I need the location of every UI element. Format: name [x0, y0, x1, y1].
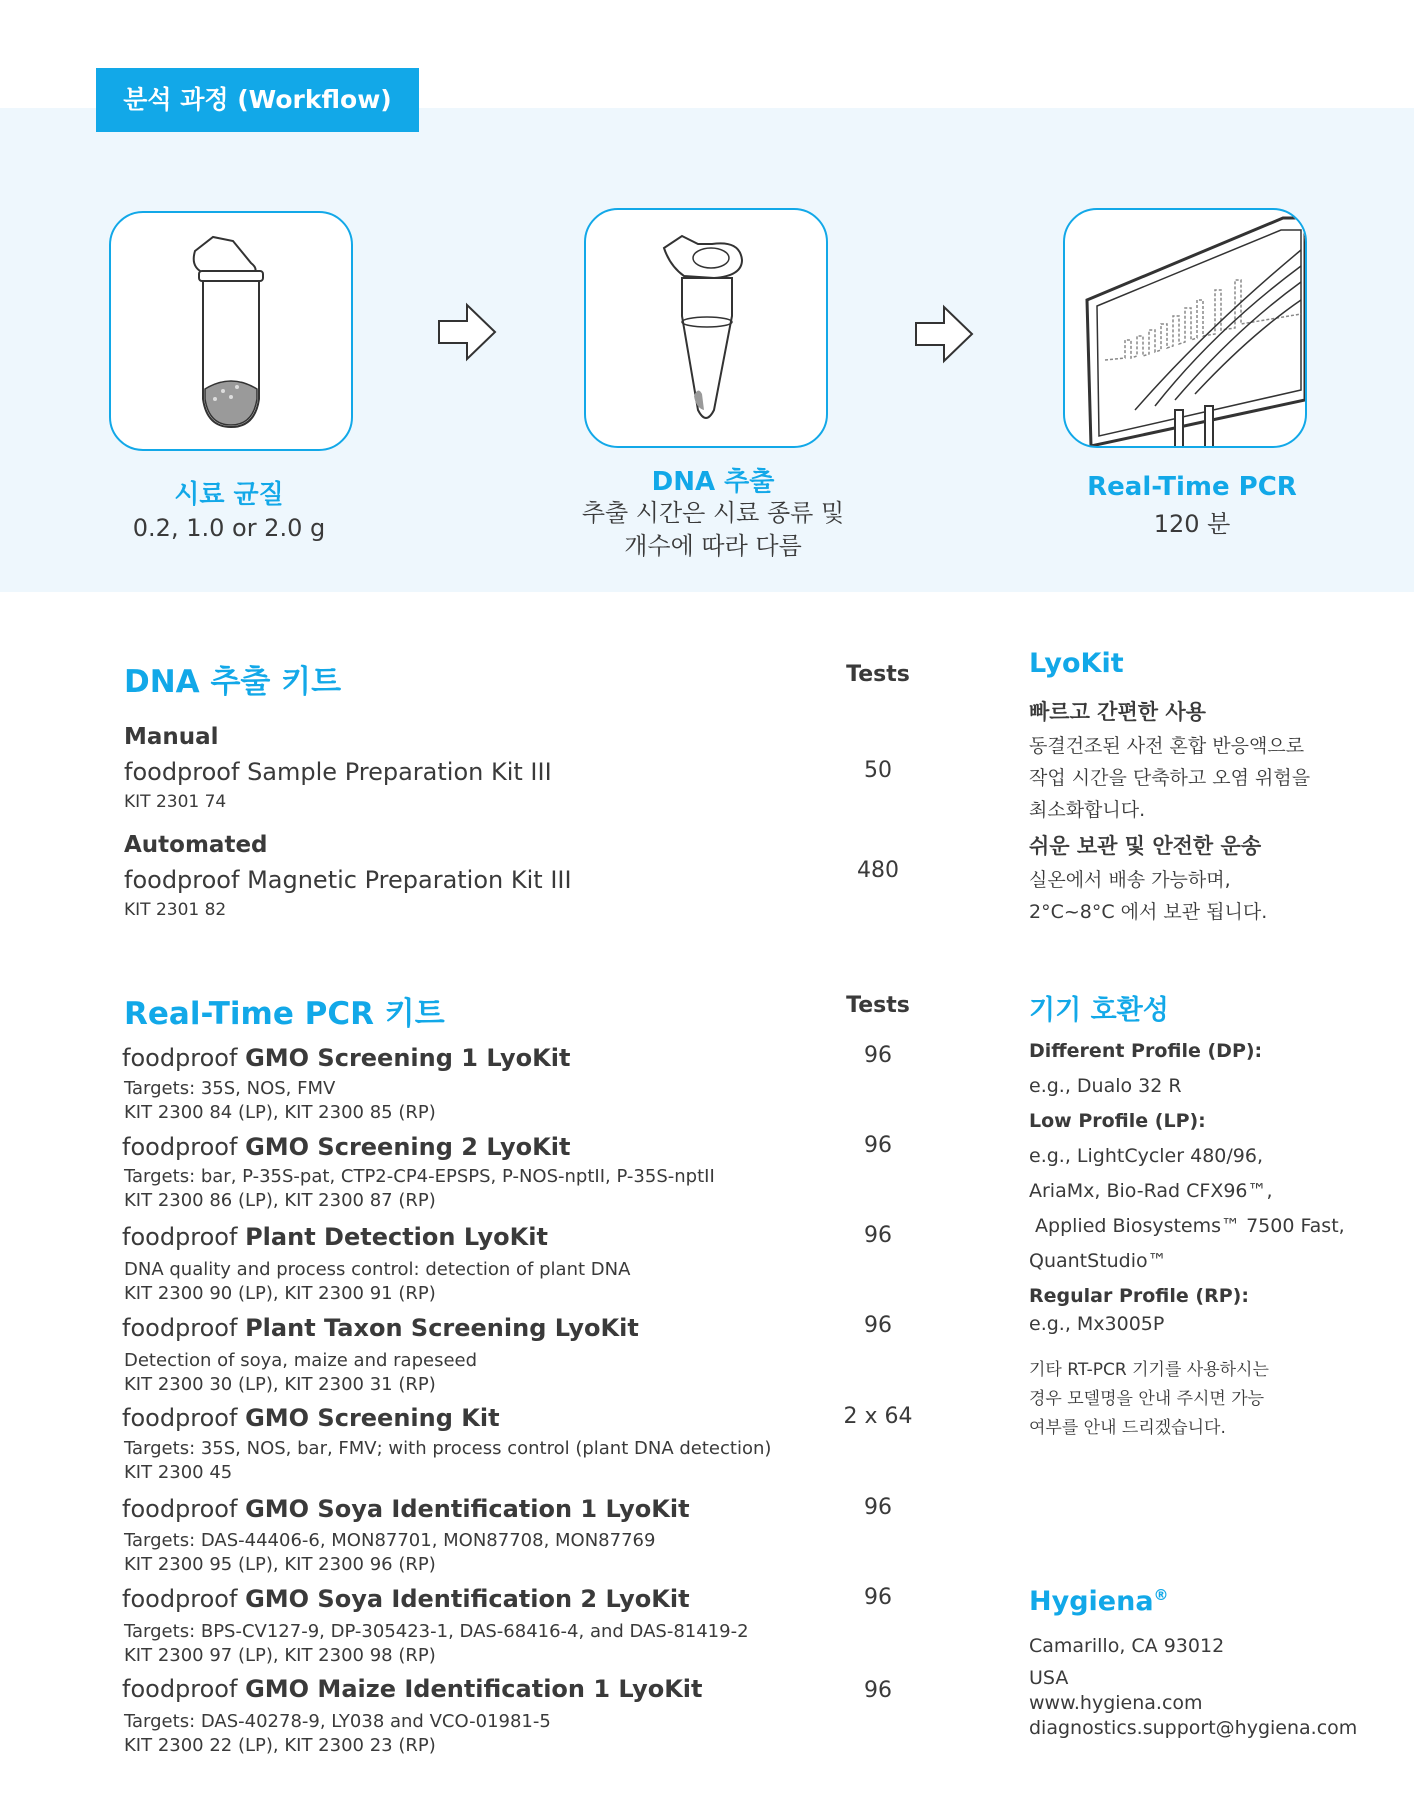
kit-group-label: Automated — [124, 832, 268, 858]
kit-product-name: foodproof Magnetic Preparation Kit III — [124, 866, 572, 894]
pcr-kit-detail: Detection of soya, maize and rapeseed — [124, 1350, 478, 1371]
lyokit-benefit-2: 쉬운 보관 및 안전한 운송 — [1029, 834, 1262, 858]
step-title-homogenize: 시료 균질 — [174, 480, 284, 510]
compat-lp-text: Applied Biosystems™ 7500 Fast, — [1029, 1215, 1345, 1237]
pcr-kit-detail: Targets: BPS-CV127-9, DP-305423-1, DAS-68416-4, and DAS-81419-2 — [124, 1621, 749, 1642]
pcr-kit-code: KIT 2300 84 (LP), KIT 2300 85 (RP) — [124, 1102, 436, 1123]
compat-lp-text: QuantStudio™ — [1029, 1250, 1167, 1272]
pcr-kit-detail: Targets: DAS-44406-6, MON87701, MON87708, MON87769 — [124, 1530, 656, 1551]
kit-tests: 50 — [864, 758, 892, 783]
pcr-kit-detail: DNA quality and process control: detection of plant DNA — [124, 1259, 631, 1280]
kit-code: KIT 2301 74 — [124, 792, 227, 812]
compat-note: 경우 모델명을 안내 주시면 가능 — [1029, 1389, 1265, 1409]
lyokit-text: 작업 시간을 단축하고 오염 위험을 — [1029, 767, 1311, 789]
pcr-kit-name: foodproof Plant Detection LyoKit — [122, 1223, 548, 1251]
kit-group-label: Manual — [124, 724, 219, 750]
step-card-extraction — [584, 208, 828, 448]
pcr-kit-tests: 96 — [864, 1133, 892, 1158]
pcr-instrument-icon — [1065, 210, 1305, 446]
company-address: Camarillo, CA 93012 — [1029, 1635, 1225, 1657]
kit-product-name: foodproof Sample Preparation Kit III — [124, 758, 552, 786]
step-title-extraction: DNA 추출 — [651, 467, 775, 497]
compat-dp-label: Different Profile (DP): — [1029, 1040, 1263, 1062]
compat-note: 여부를 안내 드리겠습니다. — [1029, 1418, 1226, 1438]
pcr-kit-detail: Targets: 35S, NOS, FMV — [124, 1078, 336, 1099]
lyokit-text: 실온에서 배송 가능하며, — [1029, 869, 1231, 891]
workflow-tag: 분석 과정 (Workflow) — [96, 68, 419, 132]
step-card-pcr — [1063, 208, 1307, 448]
lyokit-text: 최소화합니다. — [1029, 799, 1146, 821]
pcr-kit-code: KIT 2300 22 (LP), KIT 2300 23 (RP) — [124, 1735, 436, 1756]
pcr-kit-name: foodproof GMO Maize Identification 1 LyoKit — [122, 1675, 703, 1703]
arrow-right-icon — [437, 301, 499, 363]
company-country: USA — [1029, 1667, 1069, 1689]
kit-code: KIT 2301 82 — [124, 900, 227, 920]
step-card-homogenize — [109, 211, 353, 451]
pcr-kit-code: KIT 2300 86 (LP), KIT 2300 87 (RP) — [124, 1190, 436, 1211]
compat-rp-label: Regular Profile (RP): — [1029, 1285, 1249, 1307]
step-sub-pcr: 120 분 — [1153, 510, 1231, 538]
compat-note: 기타 RT-PCR 기기를 사용하시는 — [1029, 1360, 1269, 1380]
pcr-kit-tests: 96 — [864, 1585, 892, 1610]
pcr-kit-code: KIT 2300 45 — [124, 1462, 233, 1483]
compat-dp-text: e.g., Dualo 32 R — [1029, 1075, 1182, 1097]
pcr-kit-tests: 96 — [864, 1678, 892, 1703]
company-email-link[interactable]: diagnostics.support@hygiena.com — [1029, 1717, 1358, 1739]
compat-lp-text: AriaMx, Bio-Rad CFX96™, — [1029, 1180, 1273, 1202]
arrow-right-icon — [914, 303, 976, 365]
pcr-kit-name: foodproof GMO Screening 2 LyoKit — [122, 1133, 571, 1161]
pcr-kit-tests: 96 — [864, 1043, 892, 1068]
lyokit-text: 2°C~8°C 에서 보관 됩니다. — [1029, 901, 1268, 923]
company-website-link[interactable]: www.hygiena.com — [1029, 1692, 1203, 1714]
compat-lp-text: e.g., LightCycler 480/96, — [1029, 1145, 1263, 1167]
pcr-kit-detail: Targets: DAS-40278-9, LY038 and VCO-01981-5 — [124, 1711, 551, 1732]
lyokit-title: LyoKit — [1029, 648, 1124, 679]
step-sub-extraction-1: 추출 시간은 시료 종류 및 — [581, 499, 845, 527]
pcr-kits-title: Real-Time PCR 키트 — [124, 996, 445, 1032]
pcr-tests-header: Tests — [846, 993, 910, 1018]
pcr-kit-name: foodproof GMO Screening Kit — [122, 1404, 500, 1432]
pcr-kit-name: foodproof GMO Screening 1 LyoKit — [122, 1044, 571, 1072]
pcr-kit-name: foodproof Plant Taxon Screening LyoKit — [122, 1314, 639, 1342]
lyokit-benefit-1: 빠르고 간편한 사용 — [1029, 700, 1206, 724]
pcr-kit-tests: 96 — [864, 1313, 892, 1338]
dna-kits-title: DNA 추출 키트 — [124, 664, 342, 700]
compat-lp-label: Low Profile (LP): — [1029, 1110, 1206, 1132]
pcr-kit-tests: 2 x 64 — [843, 1404, 913, 1429]
pcr-kit-code: KIT 2300 90 (LP), KIT 2300 91 (RP) — [124, 1283, 436, 1304]
pcr-kit-code: KIT 2300 95 (LP), KIT 2300 96 (RP) — [124, 1554, 436, 1575]
compat-title: 기기 호환성 — [1029, 995, 1169, 1026]
lyokit-text: 동결건조된 사전 혼합 반응액으로 — [1029, 735, 1305, 757]
compat-rp-text: e.g., Mx3005P — [1029, 1313, 1165, 1335]
sample-tube-icon — [111, 213, 351, 449]
pcr-kit-name: foodproof GMO Soya Identification 2 LyoKit — [122, 1585, 690, 1613]
pcr-kit-code: KIT 2300 30 (LP), KIT 2300 31 (RP) — [124, 1374, 436, 1395]
pcr-kit-tests: 96 — [864, 1495, 892, 1520]
company-name: Hygiena® — [1029, 1586, 1169, 1617]
pcr-kit-detail: Targets: 35S, NOS, bar, FMV; with process control (plant DNA detection) — [124, 1438, 772, 1459]
step-title-pcr: Real-Time PCR — [1087, 472, 1297, 502]
pcr-kit-tests: 96 — [864, 1223, 892, 1248]
step-sub-extraction-2: 개수에 따라 다름 — [624, 532, 802, 560]
pcr-kit-name: foodproof GMO Soya Identification 1 LyoKit — [122, 1495, 690, 1523]
step-sub-homogenize: 0.2, 1.0 or 2.0 g — [132, 514, 326, 542]
extraction-tube-icon — [586, 210, 826, 446]
dna-tests-header: Tests — [846, 662, 910, 687]
kit-tests: 480 — [857, 858, 899, 883]
pcr-kit-detail: Targets: bar, P-35S-pat, CTP2-CP4-EPSPS, P-NOS-nptII, P-35S-nptII — [124, 1166, 715, 1187]
pcr-kit-code: KIT 2300 97 (LP), KIT 2300 98 (RP) — [124, 1645, 436, 1666]
